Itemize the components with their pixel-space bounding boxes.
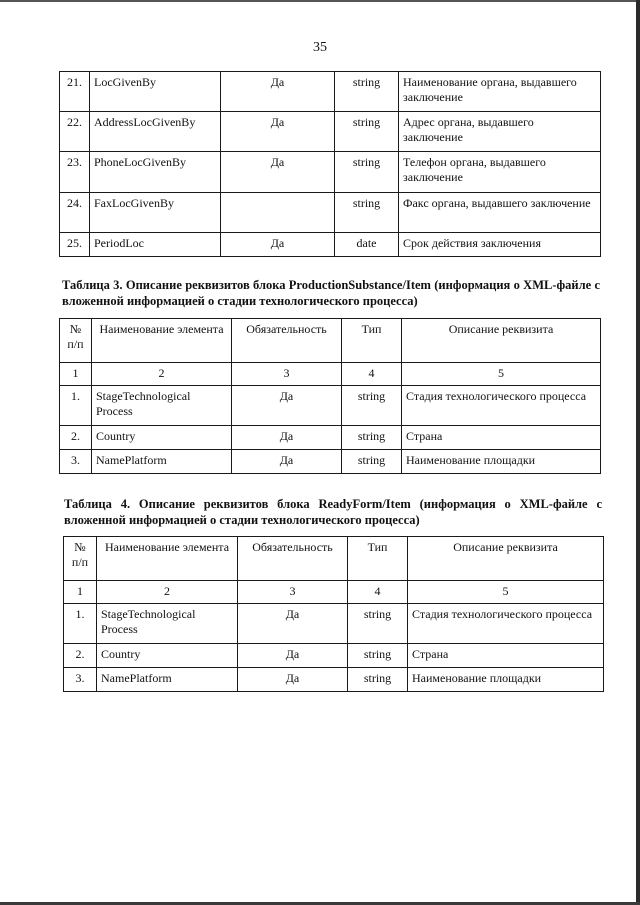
element-description: Наименование площадки — [402, 450, 601, 474]
element-name: NamePlatform — [92, 450, 232, 474]
data-type: string — [348, 668, 408, 692]
column-index: 1 — [64, 581, 97, 604]
element-description: Адрес органа, выдавшего заключение — [399, 112, 601, 152]
column-header-type: Тип — [348, 537, 408, 581]
column-index: 3 — [238, 581, 348, 604]
column-index-row — [60, 363, 601, 386]
row-number: 3. — [60, 450, 92, 474]
table-row — [60, 450, 601, 474]
required-flag: Да — [221, 112, 335, 152]
required-flag: Да — [221, 72, 335, 112]
element-name: AddressLocGivenBy — [90, 112, 221, 152]
element-name: LocGivenBy — [90, 72, 221, 112]
element-name: FaxLocGivenBy — [90, 193, 221, 233]
element-description: Стадия технологического процесса — [402, 386, 601, 426]
column-index: 5 — [402, 363, 601, 386]
column-index: 4 — [348, 581, 408, 604]
column-header-name: Наименование элемента — [97, 537, 238, 581]
element-name: PhoneLocGivenBy — [90, 152, 221, 193]
table-2-continued — [59, 71, 601, 257]
data-type: date — [335, 233, 399, 257]
column-header-name: Наименование элемента — [92, 319, 232, 363]
table-row — [60, 152, 601, 193]
row-number: 22. — [60, 112, 90, 152]
required-flag: Да — [238, 644, 348, 668]
column-index: 1 — [60, 363, 92, 386]
element-description: Страна — [402, 426, 601, 450]
table-3 — [59, 318, 601, 474]
element-name: StageTechnological Process — [92, 386, 232, 426]
page-number: 35 — [313, 40, 327, 55]
required-flag: Да — [221, 152, 335, 193]
element-description: Наименование органа, выдавшего заключение — [399, 72, 601, 112]
column-index: 2 — [92, 363, 232, 386]
data-type: string — [335, 72, 399, 112]
row-number: 25. — [60, 233, 90, 257]
row-number: 2. — [64, 644, 97, 668]
data-type: string — [335, 112, 399, 152]
row-number: 21. — [60, 72, 90, 112]
row-number: 3. — [64, 668, 97, 692]
column-index: 5 — [408, 581, 604, 604]
data-type: string — [348, 604, 408, 644]
table-header-row — [60, 319, 601, 363]
scan-edge-right — [636, 0, 640, 905]
element-name: NamePlatform — [97, 668, 238, 692]
column-header-required: Обязательность — [232, 319, 342, 363]
data-type: string — [348, 644, 408, 668]
data-type: string — [335, 152, 399, 193]
table-row — [60, 386, 601, 426]
table-row — [60, 426, 601, 450]
required-flag: Да — [232, 386, 342, 426]
required-flag: Да — [238, 604, 348, 644]
required-flag: Да — [238, 668, 348, 692]
table-row — [60, 112, 601, 152]
column-header-description: Описание реквизита — [408, 537, 604, 581]
scan-edge-top — [0, 0, 640, 2]
column-header-number: № п/п — [64, 537, 97, 581]
row-number: 1. — [64, 604, 97, 644]
table-row — [60, 233, 601, 257]
element-description: Наименование площадки — [408, 668, 604, 692]
column-header-required: Обязательность — [238, 537, 348, 581]
data-type: string — [342, 426, 402, 450]
row-number: 24. — [60, 193, 90, 233]
table-3-caption: Таблица 3. Описание реквизитов блока ProductionSubstance/Item (информация о XML-файле с вложенной информацией о стадии технологического процесса) — [62, 278, 600, 308]
row-number: 2. — [60, 426, 92, 450]
required-flag: Да — [221, 233, 335, 257]
column-index: 2 — [97, 581, 238, 604]
column-header-number: № п/п — [60, 319, 92, 363]
element-name: Country — [97, 644, 238, 668]
table-row — [60, 193, 601, 233]
table-4 — [63, 536, 604, 692]
table-row — [64, 604, 604, 644]
element-name: PeriodLoc — [90, 233, 221, 257]
data-type: string — [335, 193, 399, 233]
data-type: string — [342, 386, 402, 426]
column-index-row — [64, 581, 604, 604]
element-description: Стадия технологического процесса — [408, 604, 604, 644]
table-row — [64, 668, 604, 692]
element-description: Телефон органа, выдавшего заключение — [399, 152, 601, 193]
table-row — [64, 644, 604, 668]
required-flag: Да — [232, 450, 342, 474]
row-number: 1. — [60, 386, 92, 426]
element-description: Срок действия заключения — [399, 233, 601, 257]
element-name: StageTechnological Process — [97, 604, 238, 644]
column-header-description: Описание реквизита — [402, 319, 601, 363]
table-header-row — [64, 537, 604, 581]
table-row — [60, 72, 601, 112]
element-description: Факс органа, выдавшего заключение — [399, 193, 601, 233]
data-type: string — [342, 450, 402, 474]
column-index: 3 — [232, 363, 342, 386]
row-number: 23. — [60, 152, 90, 193]
element-description: Страна — [408, 644, 604, 668]
required-flag — [221, 193, 335, 233]
required-flag: Да — [232, 426, 342, 450]
column-index: 4 — [342, 363, 402, 386]
table-4-caption: Таблица 4. Описание реквизитов блока ReadyForm/Item (информация о XML-файле с вложенной информацией о стадии технологического процесса) — [64, 497, 602, 527]
column-header-type: Тип — [342, 319, 402, 363]
element-name: Country — [92, 426, 232, 450]
